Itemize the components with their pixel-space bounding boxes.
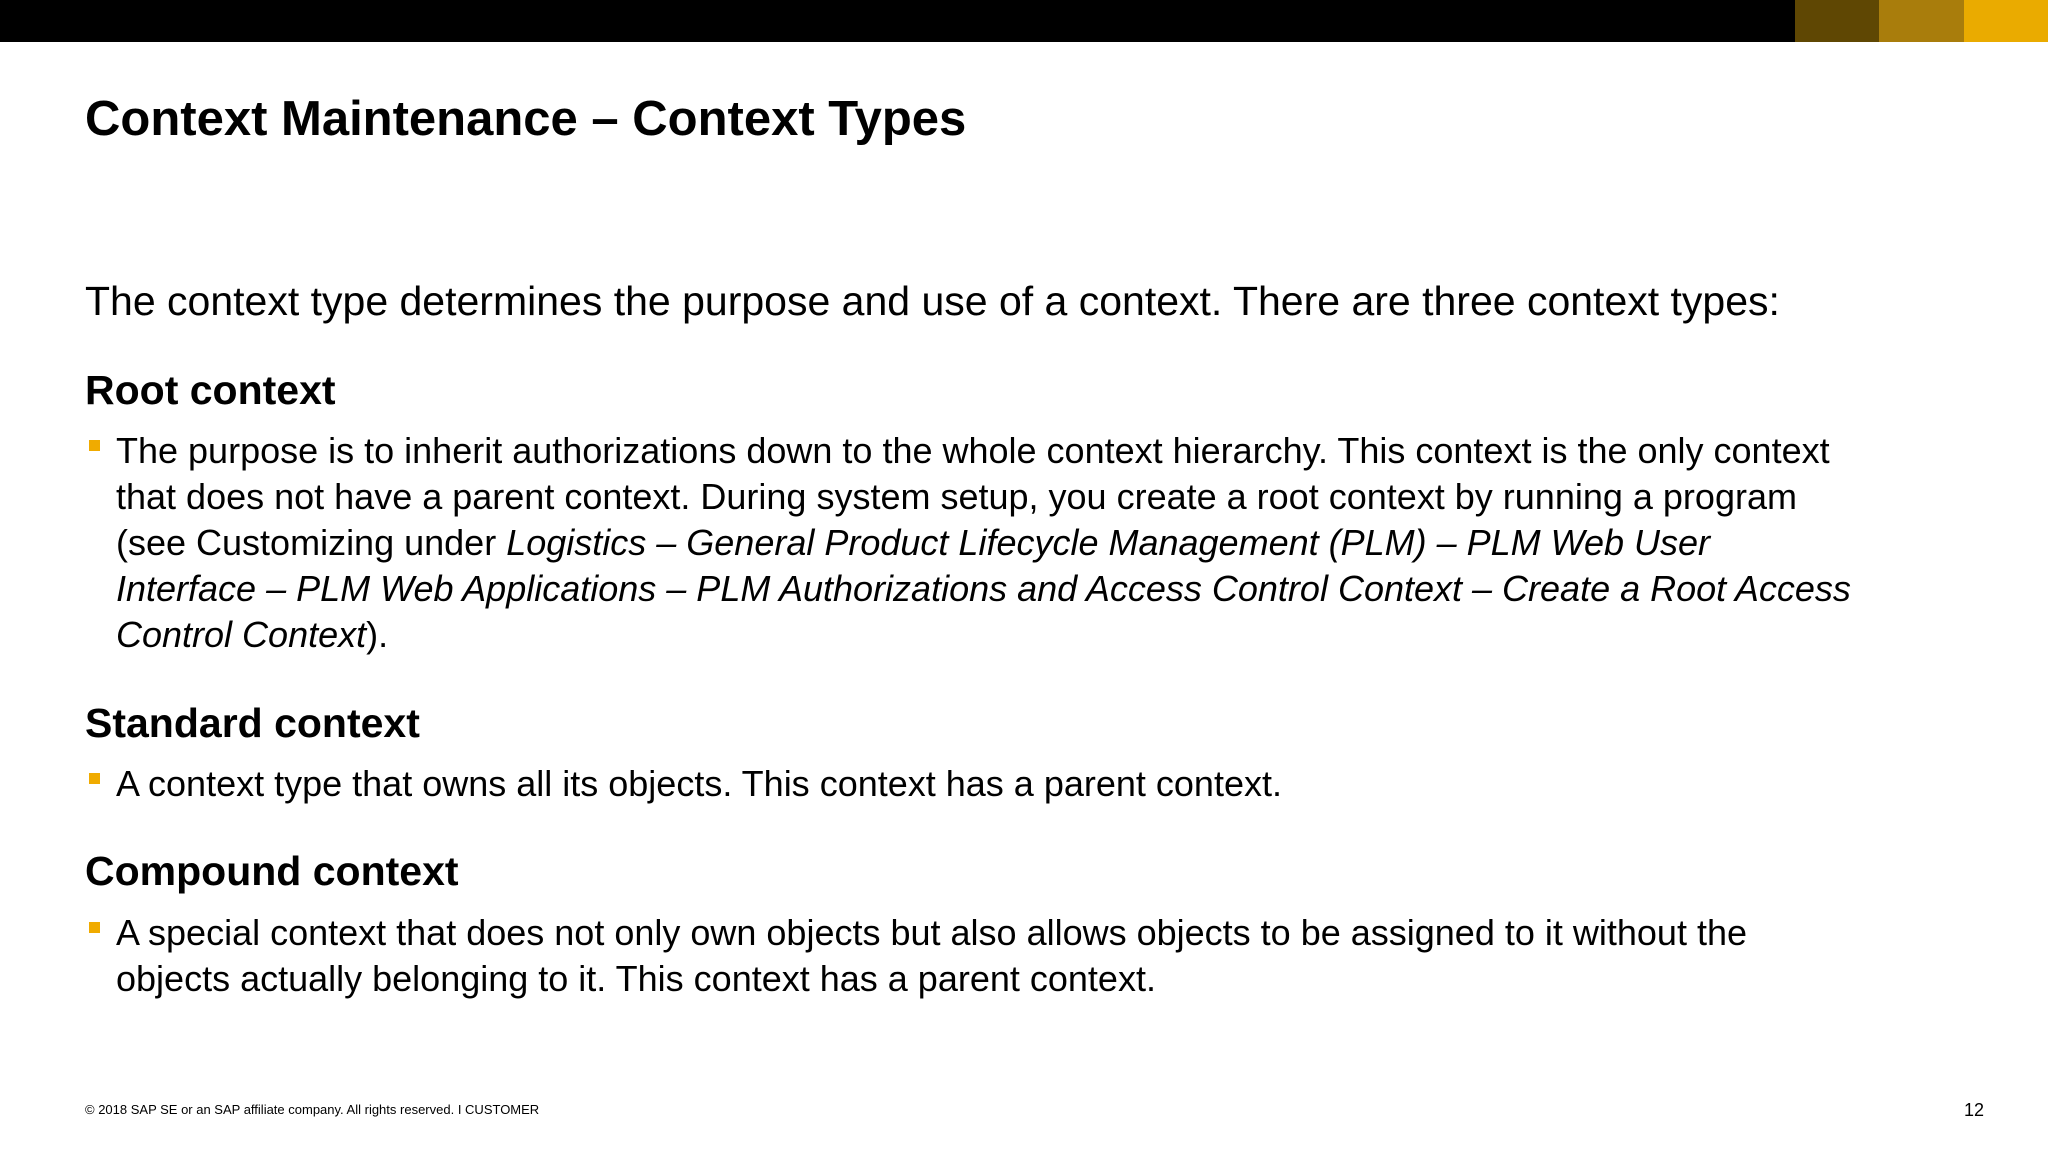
standard-context-heading: Standard context bbox=[85, 700, 420, 746]
accent-block-medium bbox=[1879, 0, 1964, 42]
bullet-square-icon bbox=[89, 922, 100, 933]
standard-context-description bbox=[116, 761, 1985, 807]
standard-context-bullet bbox=[85, 761, 1985, 807]
customizing-path-text: Control Context bbox=[116, 614, 367, 655]
page-number: 12 bbox=[1963, 1100, 1984, 1120]
bullet-text-segment: ). bbox=[366, 614, 389, 655]
customizing-path-text: Logistics – General Product Lifecycle Management (PLM) – PLM Web User bbox=[506, 522, 1711, 563]
compound-context-description bbox=[116, 910, 1985, 1002]
accent-block-dark bbox=[1795, 0, 1879, 42]
top-bar bbox=[0, 0, 2048, 42]
bullet-line: A special context that does not only own objects but also allows objects to be assigned to it without the bbox=[116, 912, 1747, 953]
intro-text: The context type determines the purpose and use of a context. There are three context types: bbox=[85, 278, 1780, 324]
compound-context-bullet bbox=[85, 910, 1985, 1002]
compound-context-heading: Compound context bbox=[85, 848, 459, 894]
slide-title: Context Maintenance – Context Types bbox=[85, 92, 967, 146]
customizing-path-text: Interface – PLM Web Applications – PLM Authorizations and Access Control Context – Create a Root Access bbox=[116, 568, 1851, 609]
bullet-line: The purpose is to inherit authorizations down to the whole context hierarchy. This context is the only context bbox=[116, 430, 1830, 471]
bullet-line: A context type that owns all its objects. This context has a parent context. bbox=[116, 763, 1282, 804]
footer-copyright: © 2018 SAP SE or an SAP affiliate company. All rights reserved. I CUSTOMER bbox=[85, 1102, 540, 1117]
bullet-line: objects actually belonging to it. This context has a parent context. bbox=[116, 958, 1156, 999]
root-context-bullet bbox=[85, 428, 1985, 658]
bullet-line bbox=[116, 520, 1985, 566]
bullet-square-icon bbox=[89, 773, 100, 784]
bullet-text-segment: (see Customizing under bbox=[116, 522, 507, 563]
bullet-line bbox=[116, 612, 1985, 658]
root-context-description bbox=[116, 428, 1985, 658]
bullet-line: that does not have a parent context. During system setup, you create a root context by running a program bbox=[116, 476, 1797, 517]
bullet-square-icon bbox=[89, 440, 100, 451]
accent-block-gold bbox=[1964, 0, 2048, 42]
root-context-heading: Root context bbox=[85, 367, 336, 413]
